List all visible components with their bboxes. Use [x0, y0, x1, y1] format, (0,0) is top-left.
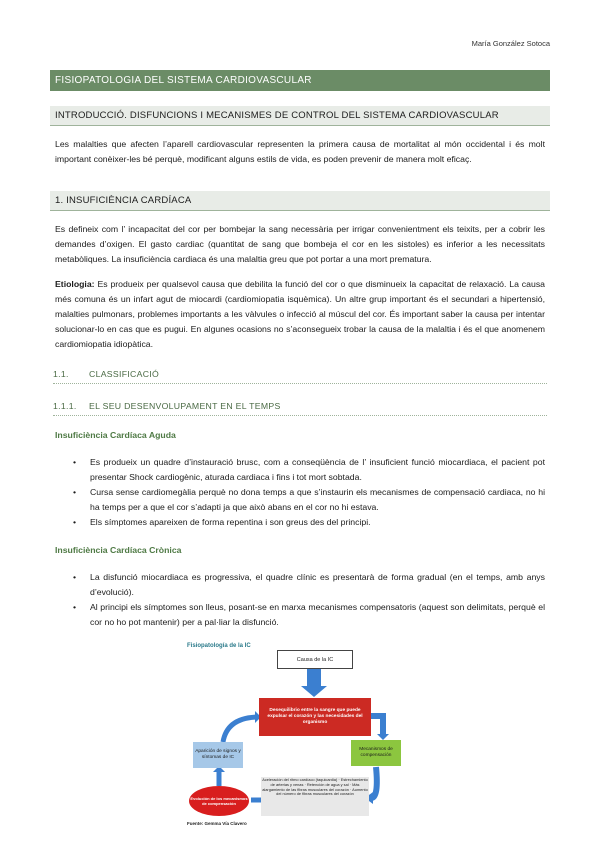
bullet-glyph: • [73, 572, 77, 582]
etiology-paragraph [55, 277, 545, 352]
bullet-glyph: • [73, 517, 77, 527]
subsection-number: 1.1. [53, 369, 69, 379]
diagram-cause-box: Causa de la IC [277, 650, 353, 669]
subsection-number: 1.1.1. [53, 401, 77, 411]
chronic-bullet-list [55, 570, 545, 630]
diagram-source: Fuente: Gemma Vía Clavero [187, 821, 247, 826]
diagram-evolution-oval: Evolución de los mecanismos de compensación [189, 786, 249, 816]
document-title: FISIOPATOLOGIA DEL SISTEMA CARDIOVASCULAR [50, 70, 550, 91]
subsection-development [53, 401, 547, 416]
bullet-glyph: • [73, 457, 77, 467]
author-name: María González Sotoca [471, 39, 550, 48]
list-item: • Es produeix un quadre d’instauració brusc, com a conseqüència de l’ insuficient funció miocardiaca, el pacient pot presentar Shock cardiogènic, aturada cardiaca i fins i tot mort sobtada. [73, 457, 545, 482]
section-heading-heart-failure: 1. INSUFICIÈNCIA CARDÍACA [50, 191, 550, 211]
list-item: • La disfunció miocardiaca es progressiva, el quadre clínic es presentarà de forma gradual (en el temps, amb anys d’evolució). [73, 572, 545, 597]
pathophysiology-diagram [183, 640, 415, 832]
list-item: • Al principi els símptomes son lleus, posant-se en marxa mecanismes compensatoris (aquest son delimitats, perquè el cor no ho pot mantenir) per a pal·liar la disfunció. [73, 602, 545, 627]
acute-bullet-list [55, 455, 545, 531]
etiology-text: Es produeix per qualsevol causa que debilita la funció del cor o que disminueix la capacitat de relaxació. La causa més comuna és un infart agut de miocardi (cardiomiopatia isquèmica). Un altre grup important és el secundari a hipertensió, malalties pulmonars, problemes importants a les vàlvules o infecció al múscul del cor. És important saber la causa per intentar solucionar-lo en cas que es pugui. En algunes ocasions no s’aconsegueix trobar la causa de la malaltia i és el que anomenem cardiomiopatia idiopàtica. [55, 279, 545, 349]
bullet-glyph: • [73, 487, 77, 497]
chronic-heading: Insuficiència Cardíaca Crònica [55, 545, 182, 555]
diagram-signs-box: Aparición de signos y síntomas de IC [193, 742, 243, 768]
section-heading-intro: INTRODUCCIÓ. DISFUNCIONS I MECANISMES DE CONTROL DEL SISTEMA CARDIOVASCULAR [50, 106, 550, 126]
diagram-compensation-box: Mecanismos de compensación [351, 740, 401, 766]
intro-paragraph: Les malalties que afecten l’aparell cardiovascular representen la primera causa de mortalitat al món occidental i és molt important conèixer-les bé perquè, modificant alguns estils de vida, es poden prevenir de manera molt eficaç. [55, 139, 545, 164]
diagram-title: Fisiopatología de la IC [187, 643, 251, 649]
bullet-glyph: • [73, 602, 77, 612]
etiology-label: Etiologia: [55, 279, 95, 289]
diagram-mechanisms-list: Aceleración del ritmo cardíaco (taquicardia) · Estrechamiento de arterias y venas · Retención de agua y sal · Más alargamiento de las fibras musculares del corazón · Aumento del número de fibras musculares del corazón [261, 777, 369, 816]
list-item: • Cursa sense cardiomegàlia perquè no dona temps a que s’instaurin els mecanismes de compensació cardiaca, no hi ha temps per a que el cor s’adapti ja que això abans en el cor no hi estava. [73, 487, 545, 512]
definition-paragraph: Es defineix com l’ incapacitat del cor per bombejar la sang necessària per irrigar convenientment els teixits, per a cobrir les demandes d’oxigen. El gasto cardiac (quantitat de sang que bombeja el cor en les sistoles) es inferior a les necessitats metabòliques. La insuficiència cardiaca és una malaltia greu que pot portar a una mort prematura. [55, 224, 545, 264]
subsection-label: EL SEU DESENVOLUPAMENT EN EL TEMPS [89, 401, 281, 411]
list-item: • Els símptomes apareixen de forma repentina i son greus des del principi. [55, 515, 545, 530]
diagram-imbalance-box: Desequilibrio entre la sangre que puede expulsar el corazón y las necesidades del organismo [259, 698, 371, 736]
subsection-label: CLASSIFICACIÓ [89, 369, 160, 379]
subsection-classification [53, 369, 547, 384]
acute-heading: Insuficiència Cardíaca Aguda [55, 430, 176, 440]
